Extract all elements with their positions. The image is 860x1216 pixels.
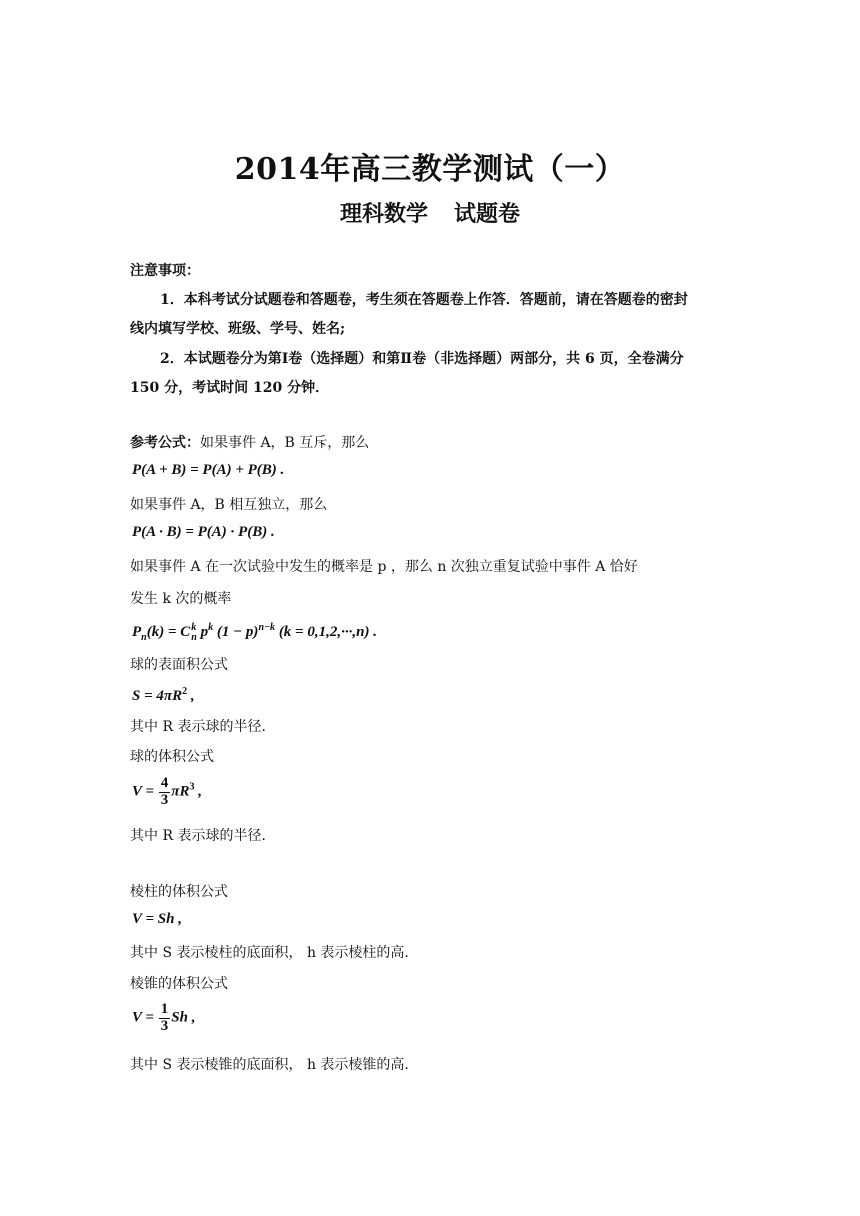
pyramid-den: 3 <box>160 1017 169 1034</box>
sphere-vol-note: 其中 R 表示球的半径． <box>130 828 276 844</box>
sphere-area-expr: S = 4πR <box>132 688 183 704</box>
mutex-text: 如果事件 A，B 互斥，那么 <box>200 435 370 451</box>
sphere-vol-comma: , <box>194 783 202 800</box>
paper-label: 试题卷 <box>454 201 521 227</box>
binom-tail: (k = 0,1,2,···,n) . <box>278 624 377 640</box>
sphere-vol-lhs: V = <box>132 783 155 800</box>
sphere-area-formula: $S = 4\pi R^2$ , <box>132 686 195 704</box>
prism-note: 其中 S 表示棱柱的底面积， h 表示棱柱的高． <box>130 945 419 961</box>
page-subtitle <box>0 197 860 228</box>
indep-text: 如果事件 A，B 相互独立，那么 <box>130 497 328 513</box>
binom-text-line-2: 发生 k 次的概率 <box>130 591 232 607</box>
prism-title: 棱柱的体积公式 <box>130 884 228 900</box>
pyramid-note: 其中 S 表示棱锥的底面积， h 表示棱锥的高． <box>130 1057 419 1073</box>
sphere-vol-den: 3 <box>160 791 169 808</box>
pyramid-title: 棱锥的体积公式 <box>130 976 228 992</box>
binom-formula: $P_n(k) = C$ k n $p^k$ $(1 - p)^{n-k}$ (k = 0,1,2,···,n) . <box>132 621 377 643</box>
sphere-area-title: 球的表面积公式 <box>130 657 228 673</box>
sphere-area-note: 其中 R 表示球的半径． <box>130 719 276 735</box>
sphere-vol-rhs: πR <box>171 783 190 800</box>
sphere-vol-title: 球的体积公式 <box>130 749 214 765</box>
pyramid-num: 1 <box>160 1001 169 1017</box>
sphere-area-comma: , <box>187 688 195 704</box>
pyramid-lhs: V = <box>132 1009 155 1026</box>
notice-heading: 注意事项： <box>130 263 200 279</box>
notice-item-1-line-1: 1．本科考试分试题卷和答题卷，考生须在答题卷上作答．答题前，请在答题卷的密封 <box>160 292 688 308</box>
sphere-vol-formula: V = $\frac{4}{3}$ $\pi R^3$ , <box>132 775 202 808</box>
sphere-vol-num: 4 <box>160 775 169 791</box>
binom-text-line-1: 如果事件 A 在一次试验中发生的概率是 p ，那么 n 次独立重复试验中事件 A 恰好 <box>130 559 638 575</box>
page-title: 2014年高三教学测试（一） <box>234 152 626 187</box>
ref-formula-intro <box>130 432 369 452</box>
subject-label: 理科数学 <box>339 201 428 227</box>
pyramid-rhs: Sh , <box>171 1009 196 1026</box>
notice-item-2-line-1: 2．本试题卷分为第Ⅰ卷（选择题）和第Ⅱ卷（非选择题）两部分，共 6 页，全卷满分 <box>160 351 684 367</box>
binom-mid: (k) = C <box>146 624 191 640</box>
binom-p: P <box>132 624 142 640</box>
ref-formula-label: 参考公式： <box>130 435 200 451</box>
pyramid-formula <box>132 1002 195 1035</box>
notice-item-2-line-2: 150 分，考试时间 120 分钟． <box>130 380 330 396</box>
prism-formula: V = Sh , <box>132 911 182 927</box>
indep-formula: P(A · B) = P(A) · P(B) . <box>132 524 275 540</box>
notice-item-1-line-2: 线内填写学校、班级、学号、姓名; <box>130 321 346 337</box>
mutex-formula: P(A + B) = P(A) + P(B) . <box>132 462 285 478</box>
